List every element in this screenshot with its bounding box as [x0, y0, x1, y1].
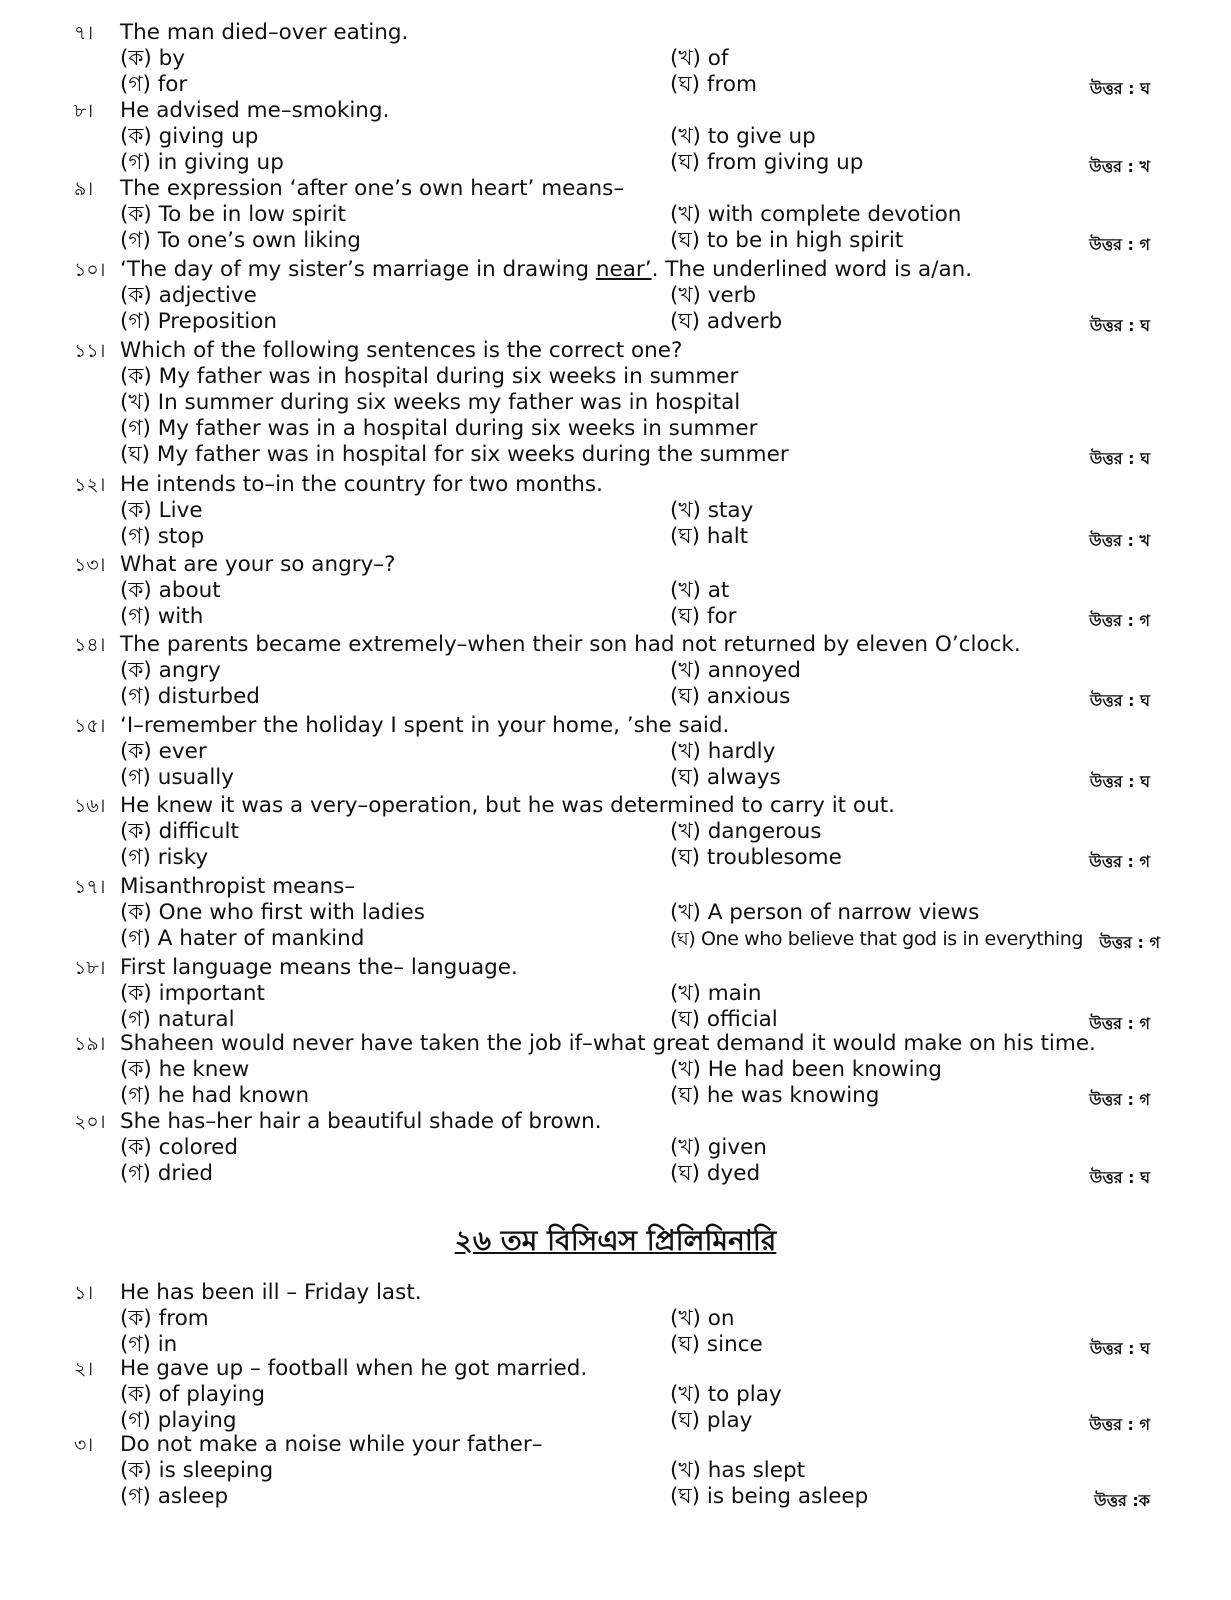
- option-kha: (খ) of: [670, 46, 729, 71]
- option-ga: (গ) for: [120, 72, 188, 97]
- answer: উত্তর : ঘ: [1089, 691, 1150, 710]
- question-text-part-b: . The underlined word is a/an.: [651, 257, 973, 282]
- question-number: ১৮।: [74, 957, 106, 979]
- answer: উত্তর : গ: [1089, 1014, 1150, 1033]
- option-ga: (গ) usually: [120, 765, 235, 790]
- answer: উত্তর : গ: [1089, 611, 1150, 630]
- option-ga: (গ) natural: [120, 1007, 235, 1032]
- question-text: He gave up – football when he got married.: [120, 1356, 588, 1381]
- option-ga: (গ) asleep: [120, 1484, 229, 1509]
- option-ga: (গ) My father was in a hospital during six weeks in summer: [120, 416, 758, 441]
- option-kha: (খ) hardly: [670, 739, 776, 764]
- question-8: [60, 98, 1170, 176]
- question-number: ৭।: [74, 22, 94, 44]
- question-text: What are your so angry–?: [120, 552, 396, 577]
- answer: উত্তর : খ: [1089, 157, 1150, 176]
- option-gha: (ঘ) for: [670, 604, 737, 629]
- option-gha: (ঘ) My father was in hospital for six weeks during the summer: [120, 442, 789, 467]
- option-ka: (ক) Live: [120, 498, 203, 523]
- question-3: [60, 1432, 1170, 1510]
- option-ga: (গ) A hater of mankind: [120, 926, 365, 951]
- option-gha: (ঘ) he was knowing: [670, 1083, 880, 1108]
- option-ka: (ক) difficult: [120, 819, 239, 844]
- option-ka: (ক) of playing: [120, 1382, 265, 1407]
- question-9: [60, 176, 1170, 254]
- option-kha: (খ) verb: [670, 283, 757, 308]
- option-gha: (ঘ) halt: [670, 524, 749, 549]
- question-19: [60, 1031, 1170, 1109]
- question-text: She has–her hair a beautiful shade of brown.: [120, 1109, 602, 1134]
- option-gha: (ঘ) always: [670, 765, 781, 790]
- option-ka: (ক) from: [120, 1306, 209, 1331]
- option-ka: (ক) colored: [120, 1135, 238, 1160]
- question-text: Do not make a noise while your father–: [120, 1432, 543, 1457]
- option-ka: (ক) My father was in hospital during six weeks in summer: [120, 364, 739, 389]
- question-7: [60, 20, 1170, 98]
- option-kha: (খ) to give up: [670, 124, 816, 149]
- question-text: He intends to–in the country for two months.: [120, 472, 603, 497]
- question-number: ২০।: [74, 1111, 106, 1133]
- option-ka: (ক) important: [120, 981, 265, 1006]
- question-number: ১৯।: [74, 1033, 106, 1055]
- option-ka: (ক) angry: [120, 658, 221, 683]
- option-ga: (গ) To one’s own liking: [120, 228, 361, 253]
- question-number: ১৫।: [74, 715, 106, 737]
- option-ga: (গ) in: [120, 1332, 178, 1357]
- option-gha: (ঘ) from giving up: [670, 150, 864, 175]
- question-15: [60, 713, 1170, 791]
- option-gha: (ঘ) adverb: [670, 309, 783, 334]
- question-text: Misanthropist means–: [120, 874, 356, 899]
- question-text: ‘I–remember the holiday I spent in your home, ’she said.: [120, 713, 730, 738]
- option-ga: (গ) with: [120, 604, 204, 629]
- option-ga: (গ) dried: [120, 1161, 214, 1186]
- option-gha: (ঘ) is being asleep: [670, 1484, 869, 1509]
- option-kha: (খ) stay: [670, 498, 754, 523]
- answer: উত্তর : ঘ: [1089, 772, 1150, 791]
- option-gha: (ঘ) anxious: [670, 684, 791, 709]
- question-12: [60, 472, 1170, 550]
- option-ga: (গ) risky: [120, 845, 209, 870]
- question-text: [120, 257, 972, 283]
- option-gha: (ঘ) since: [670, 1332, 763, 1357]
- question-number: ২।: [74, 1358, 94, 1380]
- underlined-word: near’: [595, 257, 652, 282]
- option-ka: (ক) he knew: [120, 1057, 250, 1082]
- option-ka: (ক) ever: [120, 739, 207, 764]
- question-text: The parents became extremely–when their son had not returned by eleven O’clock.: [120, 632, 1021, 657]
- question-number: ১৭।: [74, 876, 106, 898]
- option-kha: (খ) to play: [670, 1382, 782, 1407]
- option-kha: (খ) given: [670, 1135, 767, 1160]
- question-text: The expression ‘after one’s own heart’ means–: [120, 176, 625, 201]
- question-text-part-a: ‘The day of my sister’s marriage in drawing: [120, 257, 596, 282]
- answer: উত্তর : গ: [1089, 235, 1150, 254]
- option-kha: (খ) A person of narrow views: [670, 900, 980, 925]
- question-20: [60, 1109, 1170, 1187]
- question-18: [60, 955, 1170, 1033]
- option-kha: (খ) with complete devotion: [670, 202, 962, 227]
- option-gha: (ঘ) dyed: [670, 1161, 761, 1186]
- question-11: [60, 338, 1170, 468]
- answer: উত্তর : গ: [1099, 933, 1160, 952]
- answer: উত্তর : ঘ: [1089, 1339, 1150, 1358]
- answer: উত্তর : গ: [1089, 1415, 1150, 1434]
- option-kha: (খ) on: [670, 1306, 735, 1331]
- section-heading: ২৬ তম বিসিএস প্রিলিমিনারি: [454, 1224, 777, 1257]
- question-number: ১৬।: [74, 795, 106, 817]
- answer: উত্তর : গ: [1089, 852, 1150, 871]
- question-text: Shaheen would never have taken the job if–what great demand it would make on his time.: [120, 1031, 1096, 1056]
- question-number: ১০।: [74, 259, 106, 281]
- question-number: ৮।: [74, 100, 94, 122]
- option-kha: (খ) He had been knowing: [670, 1057, 942, 1082]
- option-gha: (ঘ) troublesome: [670, 845, 842, 870]
- option-kha: (খ) annoyed: [670, 658, 801, 683]
- question-number: ৩।: [74, 1434, 94, 1456]
- question-16: [60, 793, 1170, 871]
- question-number: ১৪।: [74, 634, 106, 656]
- question-text: He knew it was a very–operation, but he was determined to carry it out.: [120, 793, 895, 818]
- answer: উত্তর : গ: [1089, 1090, 1150, 1109]
- option-ga: (গ) he had known: [120, 1083, 310, 1108]
- option-ka: (ক) adjective: [120, 283, 257, 308]
- question-10: [60, 257, 1170, 335]
- question-text: Which of the following sentences is the correct one?: [120, 338, 683, 363]
- option-kha: (খ) at: [670, 578, 730, 603]
- option-ka: (ক) is sleeping: [120, 1458, 274, 1483]
- option-kha: (খ) has slept: [670, 1458, 806, 1483]
- question-number: ১২।: [74, 474, 106, 496]
- question-text: He advised me–smoking.: [120, 98, 390, 123]
- option-gha: (ঘ) from: [670, 72, 757, 97]
- option-gha: (ঘ) play: [670, 1408, 753, 1433]
- question-number: ৯।: [74, 178, 94, 200]
- question-17: [60, 874, 1170, 952]
- answer: উত্তর : খ: [1089, 531, 1150, 550]
- option-ga: (গ) playing: [120, 1408, 237, 1433]
- option-ga: (গ) in giving up: [120, 150, 284, 175]
- option-gha: (ঘ) to be in high spirit: [670, 228, 904, 253]
- option-kha: (খ) dangerous: [670, 819, 822, 844]
- question-number: ১৩।: [74, 554, 106, 576]
- question-13: [60, 552, 1170, 630]
- option-kha: (খ) main: [670, 981, 762, 1006]
- question-text: He has been ill – Friday last.: [120, 1280, 422, 1305]
- question-2: [60, 1356, 1170, 1434]
- question-number: ১১।: [74, 340, 106, 362]
- option-ga: (গ) stop: [120, 524, 205, 549]
- option-kha: (খ) In summer during six weeks my father was in hospital: [120, 390, 741, 415]
- answer: উত্তর : ঘ: [1089, 316, 1150, 335]
- option-ga: (গ) Preposition: [120, 309, 278, 334]
- option-ka: (ক) One who first with ladies: [120, 900, 425, 925]
- option-gha: (ঘ) One who believe that god is in everything: [670, 928, 1084, 950]
- option-ka: (ক) by: [120, 46, 186, 71]
- option-ga: (গ) disturbed: [120, 684, 260, 709]
- answer: উত্তর : ঘ: [1089, 79, 1150, 98]
- option-gha: (ঘ) official: [670, 1007, 778, 1032]
- question-text: First language means the– language.: [120, 955, 518, 980]
- answer: উত্তর :ক: [1094, 1491, 1150, 1510]
- answer: উত্তর : ঘ: [1089, 449, 1150, 468]
- question-14: [60, 632, 1170, 710]
- option-ka: (ক) about: [120, 578, 221, 603]
- answer: উত্তর : ঘ: [1089, 1168, 1150, 1187]
- option-ka: (ক) giving up: [120, 124, 259, 149]
- question-number: ১।: [74, 1282, 94, 1304]
- question-text: The man died–over eating.: [120, 20, 409, 45]
- question-1: [60, 1280, 1170, 1358]
- option-ka: (ক) To be in low spirit: [120, 202, 346, 227]
